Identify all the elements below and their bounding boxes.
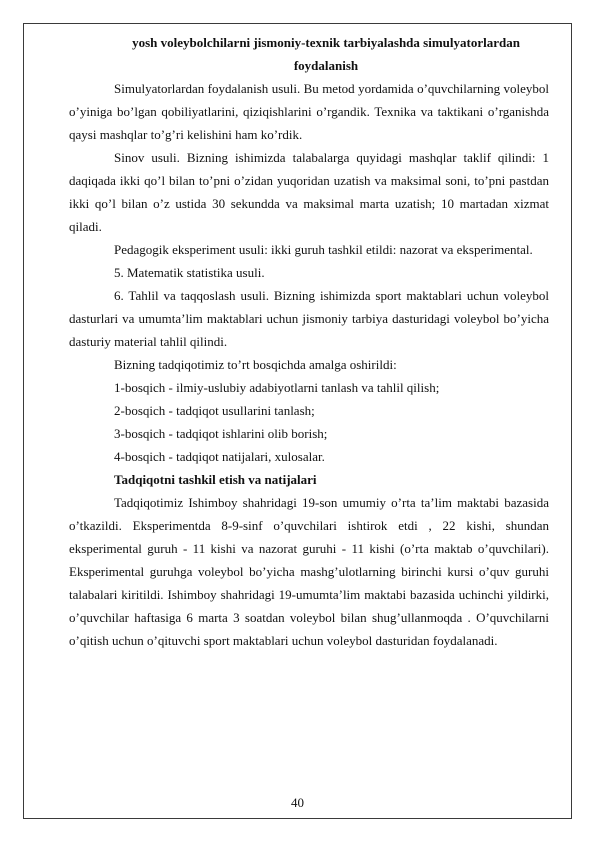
paragraph-research-organization: Tadqiqotimiz Ishimboy shahridagi 19-son umumiy o’rta ta’lim maktabi bazasida o’tkazildi. Eksperimentda 8-9-sinf o’quvchilari ishtirok etdi , 22 kishi, shundan eksperimental guruh - 11 kishi va nazorat guruhi - 11 kishi (o’rta maktab o’quvchilari). Eksperimental guruhga voleybol bo’yicha mashg’ulotlarning birinchi kursi o’quv guruhi talabalari kiritildi. Ishimboy shahridagi 19-umumta’lim maktabi bazasida uchinchi yildirki, o’quvchilar haftasiga 6 marta 3 soatdan voleybol bilan shug’ullanmoqda . O’quvchilarni o’qitish uchun o’qituvchi sport maktablari uchun voleybol dasturidan foydalanadi. [69, 495, 549, 648]
paragraph-pedagogical-experiment: Pedagogik eksperiment usuli: ikki guruh tashkil etildi: nazorat va eksperimental. [114, 242, 533, 257]
paragraph-simulator-method: Simulyatorlardan foydalanish usuli. Bu metod yordamida o’quvchilarning voleybol o’yiniga bo’lgan qobiliyatlarini, qiziqishlarini o’rgandik. Texnika va taktikani o’rganishda qaysi mashqlar to’g’ri kelishini ham ko’rdik. [69, 81, 549, 142]
document-title [69, 31, 549, 77]
page-number: 40 [291, 795, 304, 810]
title-line-1: yosh voleybolchilarni jismoniy-texnik tarbiyalashda simulyatorlardan [132, 35, 520, 50]
title-line-2: foydalanish [293, 58, 359, 73]
paragraph-stages-intro: Bizning tadqiqotimiz to’rt bosqichda amalga oshirildi: [114, 357, 397, 372]
paragraph-math-statistics: 5. Matematik statistika usuli. [114, 265, 265, 280]
document-body [69, 31, 549, 652]
list-item-stage-4: 4-bosqich - tadqiqot natijalari, xulosalar. [114, 449, 325, 464]
paragraph-test-method: Sinov usuli. Bizning ishimizda talabalarga quyidagi mashqlar taklif qilindi: 1 daqiqada ikki qo’l bilan to’pni o’zidan yuqoridan uzatish va maksimal soni, to’pni pastdan ikki qo’l bilan o’z ustida 30 sekundda va maksimal marta uzatish; 10 martadan xizmat qiladi. [69, 150, 549, 234]
list-item-stage-3: 3-bosqich - tadqiqot ishlarini olib borish; [114, 426, 328, 441]
list-item-stage-1: 1-bosqich - ilmiy-uslubiy adabiyotlarni tanlash va tahlil qilish; [114, 380, 440, 395]
list-item-stage-2: 2-bosqich - tadqiqot usullarini tanlash; [114, 403, 315, 418]
section-heading: Tadqiqotni tashkil etish va natijalari [114, 472, 317, 487]
paragraph-analysis-method: 6. Tahlil va taqqoslash usuli. Bizning ishimizda sport maktablari uchun voleybol dasturlari va umumta’lim maktablari uchun jismoniy tarbiya dasturidagi voleybol bo’yicha dasturiy material tahlil qilindi. [69, 288, 549, 349]
